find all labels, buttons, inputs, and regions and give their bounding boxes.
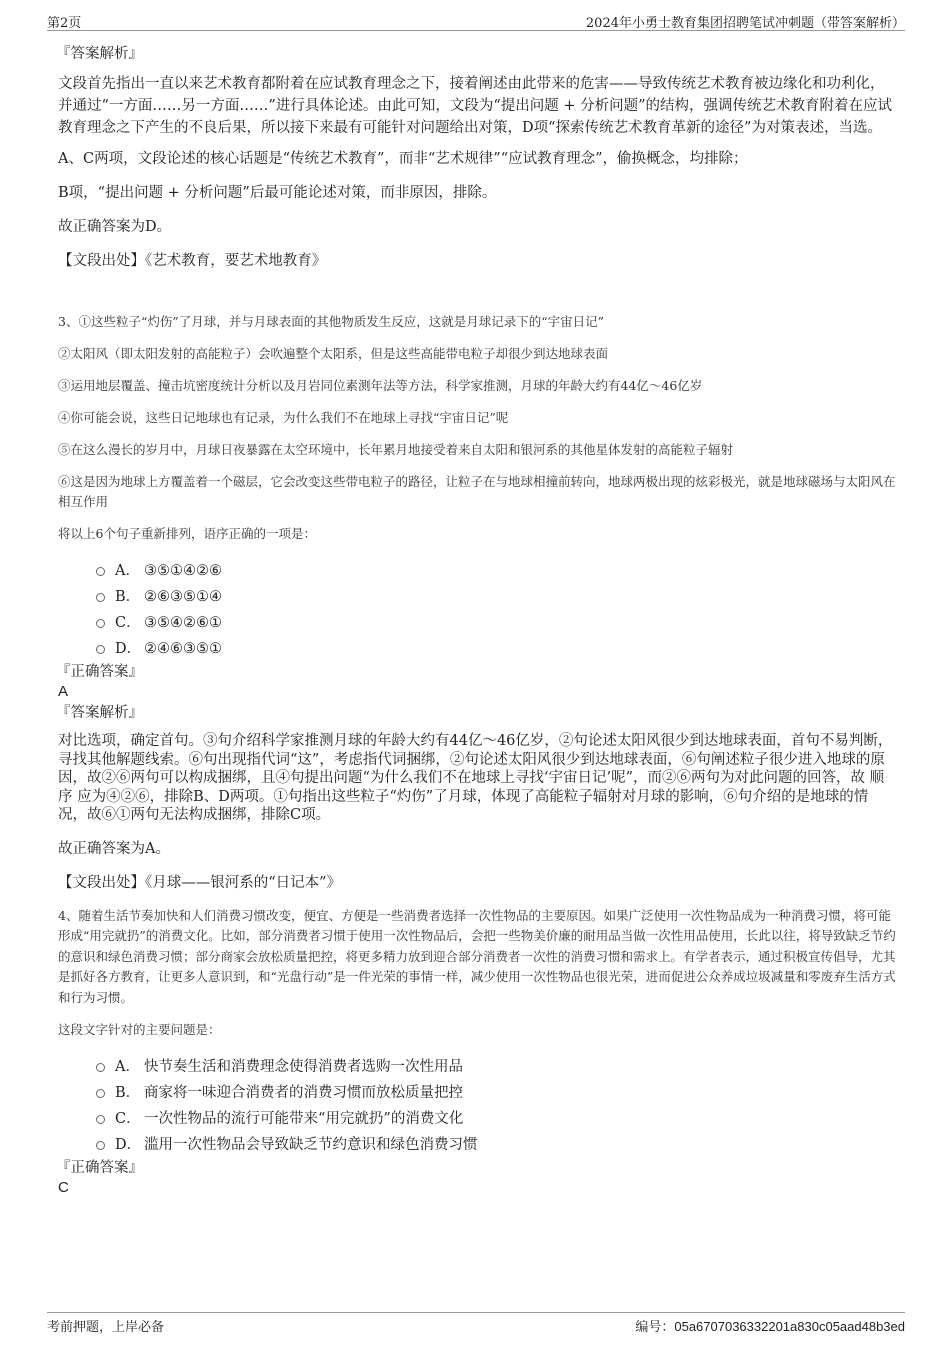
options-list — [58, 558, 896, 662]
document-title: 2024年小勇士教育集团招聘笔试冲刺题（带答案解析） — [585, 16, 905, 31]
option-b[interactable] — [58, 584, 896, 610]
source-citation: 【文段出处】《月球——银河系的“日记本”》 — [58, 874, 342, 891]
question-prompt: 这段文字针对的主要问题是： — [58, 1022, 221, 1037]
correct-answer: A — [58, 683, 69, 700]
option-text: ③⑤①④②⑥ — [144, 563, 222, 579]
source-citation: 【文段出处】《艺术教育，要艺术地教育》 — [58, 253, 327, 269]
sentence-item: ④你可能会说，这些日记地球也有记录，为什么我们不在地球上寻找“宇宙日记”呢 — [58, 410, 509, 425]
answer-statement: 故正确答案为A。 — [58, 840, 170, 857]
analysis-paragraph: A、C两项，文段论述的核心话题是“传统艺术教育”，而非“艺术规律”“应试教育理念”，偷换概念，均排除； — [58, 151, 748, 167]
radio-icon[interactable] — [96, 567, 105, 576]
option-letter: D． — [115, 1137, 142, 1153]
option-letter: B． — [115, 1085, 141, 1101]
option-letter: A． — [115, 563, 140, 579]
correct-answer: C — [58, 1179, 69, 1196]
sentence-item: 3、①这些粒子“灼伤”了月球，并与月球表面的其他物质发生反应，这就是月球记录下的“宇宙日记” — [58, 314, 605, 329]
radio-icon[interactable] — [96, 619, 105, 628]
option-letter: C． — [115, 615, 141, 631]
analysis-label: 『答案解析』 — [56, 705, 143, 721]
option-a[interactable] — [58, 558, 896, 584]
radio-icon[interactable] — [96, 645, 105, 654]
page-number: 第2页 — [47, 16, 82, 31]
option-b[interactable] — [58, 1080, 896, 1106]
analysis-paragraph: B项，“提出问题 + 分析问题”后最可能论述对策，而非原因，排除。 — [58, 185, 497, 201]
option-text: ②⑥③⑤①④ — [144, 589, 222, 605]
option-text: 商家将一味迎合消费者的消费习惯而放松质量把控 — [144, 1085, 463, 1101]
page-header — [47, 8, 905, 31]
correct-answer-label: 『正确答案』 — [56, 664, 143, 680]
question-stem: 4、随着生活节奏加快和人们消费习惯改变，便宜、方便是一些消费者选择一次性物品的主要原因。如果广泛使用一次性物品成为一种消费习惯，将可能形成“用完就扔”的消费文化。比如，部分消费者习惯于使用一次性物品后，会把一些物美价廉的耐用品当做一次性用品使用，长此以往，将导致缺乏节约的意识和绿色消费习惯；部分商家会放松质量把控，将更多精力放到迎合部分消费者一次性的消费习惯和需求上。有学者表示，通过积极宣传倡导，尤其是抓好各方教育，让更多人意识到，和“光盘行动”是一件光荣的事情一样，减少使用一次性物品也很光荣，进而促进公众养成垃圾减量和零废弃生活方式和行为习惯。 — [58, 907, 896, 1005]
option-c[interactable] — [58, 610, 896, 636]
options-list — [58, 1054, 896, 1158]
option-text: 一次性物品的流行可能带来“用完就扔”的消费文化 — [144, 1111, 464, 1127]
sentence-item: ②太阳风（即太阳发射的高能粒子）会吹遍整个太阳系，但是这些高能带电粒子却很少到达地球表面 — [58, 346, 609, 361]
option-a[interactable] — [58, 1054, 896, 1080]
page-footer — [47, 1312, 905, 1337]
analysis-label: 『答案解析』 — [56, 46, 143, 62]
radio-icon[interactable] — [96, 1063, 105, 1072]
radio-icon[interactable] — [96, 1089, 105, 1098]
sentence-item: ⑤在这么漫长的岁月中，月球日夜暴露在太空环境中，长年累月地接受着来自太阳和银河系的其他星体发射的高能粒子辐射 — [58, 442, 734, 457]
sentence-item: ⑥这是因为地球上方覆盖着一个磁层，它会改变这些带电粒子的路径，让粒子在与地球相撞前转向，地球两极出现的炫彩极光，就是地球磁场与太阳风在相互作用 — [58, 474, 896, 509]
serial-label: 编号： — [635, 1320, 675, 1335]
option-c[interactable] — [58, 1106, 896, 1132]
footer-slogan: 考前押题，上岸必备 — [47, 1320, 165, 1335]
radio-icon[interactable] — [96, 593, 105, 602]
radio-icon[interactable] — [96, 1115, 105, 1124]
question-prompt: 将以上6个句子重新排列，语序正确的一项是： — [58, 526, 316, 541]
option-text: ③⑤④②⑥① — [144, 615, 222, 631]
analysis-paragraph: 对比选项，确定首句。③句介绍科学家推测月球的年龄大约有44亿～46亿岁，②句论述太阳风很少到达地球表面，首句不易判断，寻找其他解题线索。⑥句出现指代词“这”，考虑指代词捆绑，②句论述太阳风很少到达地球表面，⑥句阐述粒子很少进入地球的原因，故②⑥两句可以构成捆绑，且④句提出问题“为什么我们不在地球上寻找‘宇宙日记’呢”，而②⑥两句为对此问题的回答，故 顺序 应为④②⑥，排除B、D两项。①句指出这些粒子“灼伤”了月球，体现了高能粒子辐射对月球的影响，⑥句介绍的是地球的情况，故⑥①两句无法构成捆绑，排除C项。 — [58, 733, 893, 823]
serial-code: 05a6707036332201a830c05aad48b3ed — [674, 1319, 905, 1334]
question-4 — [58, 906, 896, 1199]
option-text: ②④⑥③⑤① — [144, 641, 222, 657]
option-d[interactable] — [58, 636, 896, 662]
answer-statement: 故正确答案为D。 — [58, 219, 172, 235]
question-3 — [58, 312, 896, 894]
sentence-item: ③运用地层覆盖、撞击坑密度统计分析以及月岩同位素测年法等方法，科学家推测，月球的年龄大约有44亿～46亿岁 — [58, 378, 703, 393]
option-d[interactable] — [58, 1132, 896, 1158]
option-letter: B． — [115, 589, 141, 605]
option-text: 滥用一次性物品会导致缺乏节约意识和绿色消费习惯 — [144, 1137, 478, 1153]
serial-number — [635, 1316, 905, 1335]
option-letter: C． — [115, 1111, 141, 1127]
page-content — [58, 44, 896, 1198]
analysis-paragraph: 文段首先指出一直以来艺术教育都附着在应试教育理念之下，接着阐述由此带来的危害——导致传统艺术教育被边缘化和功利化，并通过“一方面……另一方面……”进行具体论述。由此可知，文段为“提出问题 + 分析问题”的结构，强调传统艺术教育附着在应试教育理念之下产生的不良后果，所以接下来最有可能针对问题给出对策，D项“探索传统艺术教育革新的途径”为对策表述，当选。 — [58, 76, 893, 136]
option-letter: A． — [115, 1059, 140, 1075]
correct-answer-label: 『正确答案』 — [56, 1160, 143, 1176]
option-letter: D． — [115, 641, 142, 657]
radio-icon[interactable] — [96, 1141, 105, 1150]
option-text: 快节奏生活和消费理念使得消费者选购一次性用品 — [144, 1059, 463, 1075]
